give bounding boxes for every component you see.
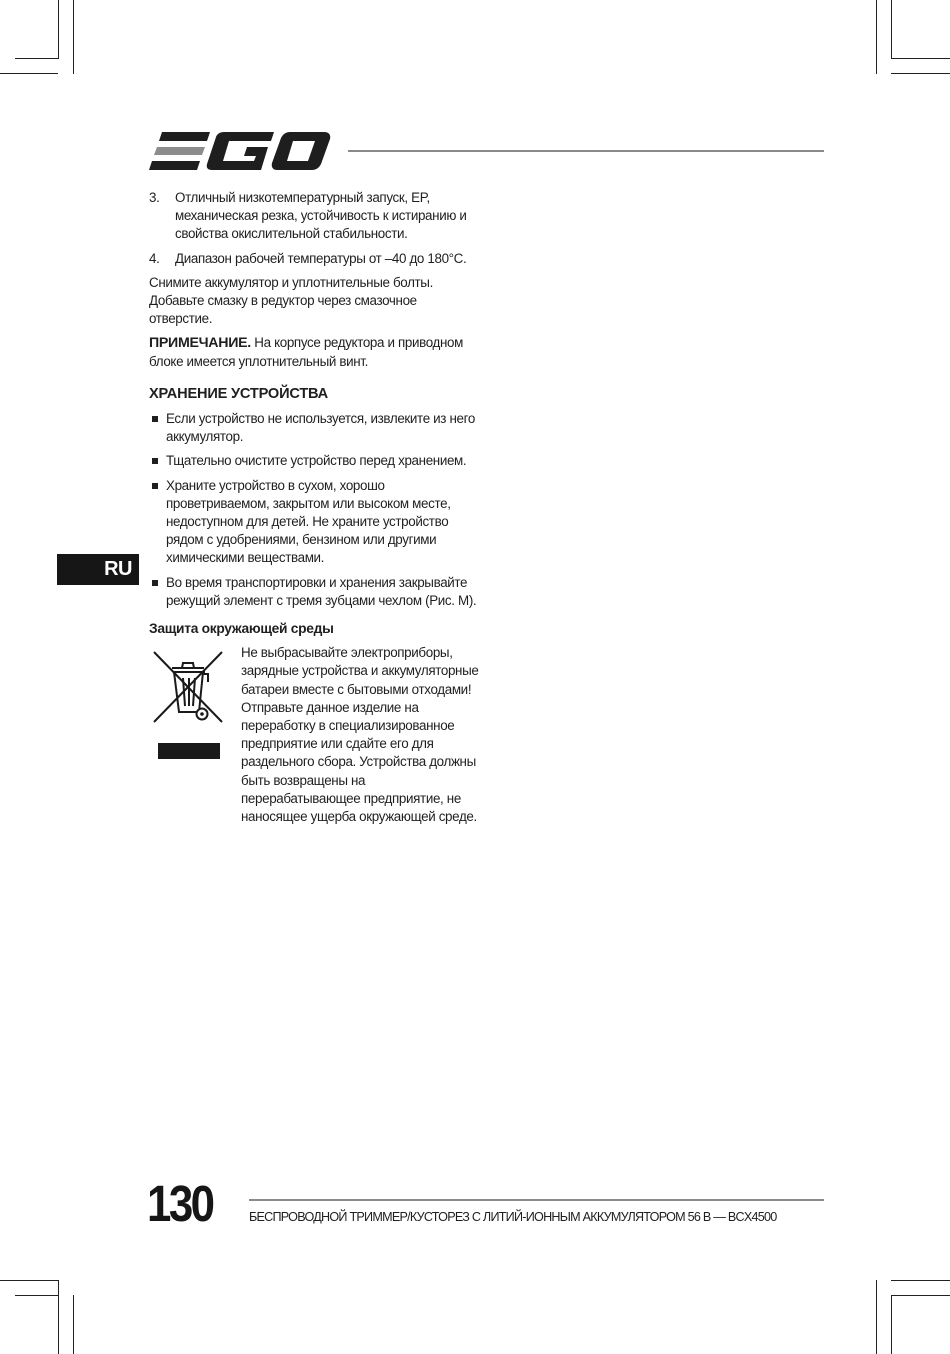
crop-mark (15, 1295, 59, 1296)
crop-mark (876, 0, 877, 74)
list-item-text: Диапазон рабочей температуры от –40 до 180°C. (175, 250, 467, 266)
crop-mark (15, 58, 59, 59)
bullet-item (149, 452, 479, 470)
square-bullet-icon (149, 574, 166, 610)
crop-mark (0, 73, 58, 74)
list-item-number: 3. (149, 190, 160, 205)
crop-mark (876, 1280, 877, 1354)
crop-mark (0, 1280, 58, 1281)
square-bullet-icon (149, 452, 166, 470)
lubrication-paragraph: Снимите аккумулятор и уплотнительные болты. Добавьте смазку в редуктор через смазочное отверстие. (149, 274, 433, 327)
list-item-number: 4. (149, 250, 160, 266)
header-rule (348, 150, 824, 152)
environment-text: Не выбрасывайте электроприборы, зарядные устройства и аккумуляторные батареи вместе с бытовыми отходами! Отправьте данное изделие на переработку в специализированное предприятие или сдайте его для раздельного сбора. Устройства должны быть возвращены на перерабатывающее предприятие, не наносящее ущерба окружающей среде. (241, 645, 479, 825)
bullet-text: Во время транспортировки и хранения закрывайте режущий элемент с тремя зубцами чехлом (Рис. M). (166, 574, 477, 608)
crop-mark (73, 0, 74, 74)
footer-title: БЕСПРОВОДНОЙ ТРИММЕР/КУСТОРЕЗ С ЛИТИЙ-ИОННЫМ АККУМУЛЯТОРОМ 56 В — BCX4500 (249, 1210, 777, 1224)
bullet-item (149, 410, 479, 446)
language-tab: RU (57, 554, 139, 585)
bullet-text: Храните устройство в сухом, хорошо проветриваемом, закрытом или высоком месте, недоступном для детей. Не храните устройство рядом с удобрениями, бензином или другими химическими веществами. (166, 477, 451, 566)
crop-mark (891, 73, 950, 74)
crop-mark (73, 1295, 74, 1354)
page-number: 130 (147, 1175, 213, 1232)
note-label: ПРИМЕЧАНИЕ. (149, 335, 251, 352)
storage-heading: ХРАНЕНИЕ УСТРОЙСТВА (149, 385, 329, 402)
crop-mark (58, 1280, 59, 1354)
content-column (149, 189, 479, 826)
square-bullet-icon (149, 410, 166, 446)
storage-bullet-list (149, 410, 479, 610)
crop-mark (891, 58, 950, 59)
weee-symbol (149, 644, 241, 826)
footer-rule (249, 1199, 824, 1201)
weee-underline-bar (158, 743, 220, 759)
bullet-item (149, 574, 479, 610)
bullet-text: Если устройство не используется, извлеките из него аккумулятор. (166, 411, 475, 445)
crop-mark (58, 0, 59, 58)
crop-mark (891, 1280, 950, 1281)
numbered-list-item (149, 250, 479, 268)
bullet-text: Тщательно очистите устройство перед хранением. (166, 453, 467, 469)
numbered-list-item (149, 189, 479, 244)
list-item-text: Отличный низкотемпературный запуск, EP, механическая резка, устойчивость к истиранию и свойства окислительной стабильности. (175, 190, 467, 242)
environment-block (149, 644, 479, 826)
crop-mark (891, 1295, 950, 1296)
square-bullet-icon (149, 477, 166, 568)
ego-logo (148, 128, 332, 174)
note-text: На корпусе редуктора и приводном блоке имеется уплотнительный винт. (149, 335, 463, 369)
crop-mark (891, 0, 892, 58)
crop-mark (891, 1295, 892, 1354)
bullet-item (149, 477, 479, 568)
note-paragraph (149, 334, 479, 370)
environment-heading: Защита окружающей среды (149, 621, 334, 637)
crossed-out-wheelie-bin-icon (152, 648, 224, 728)
